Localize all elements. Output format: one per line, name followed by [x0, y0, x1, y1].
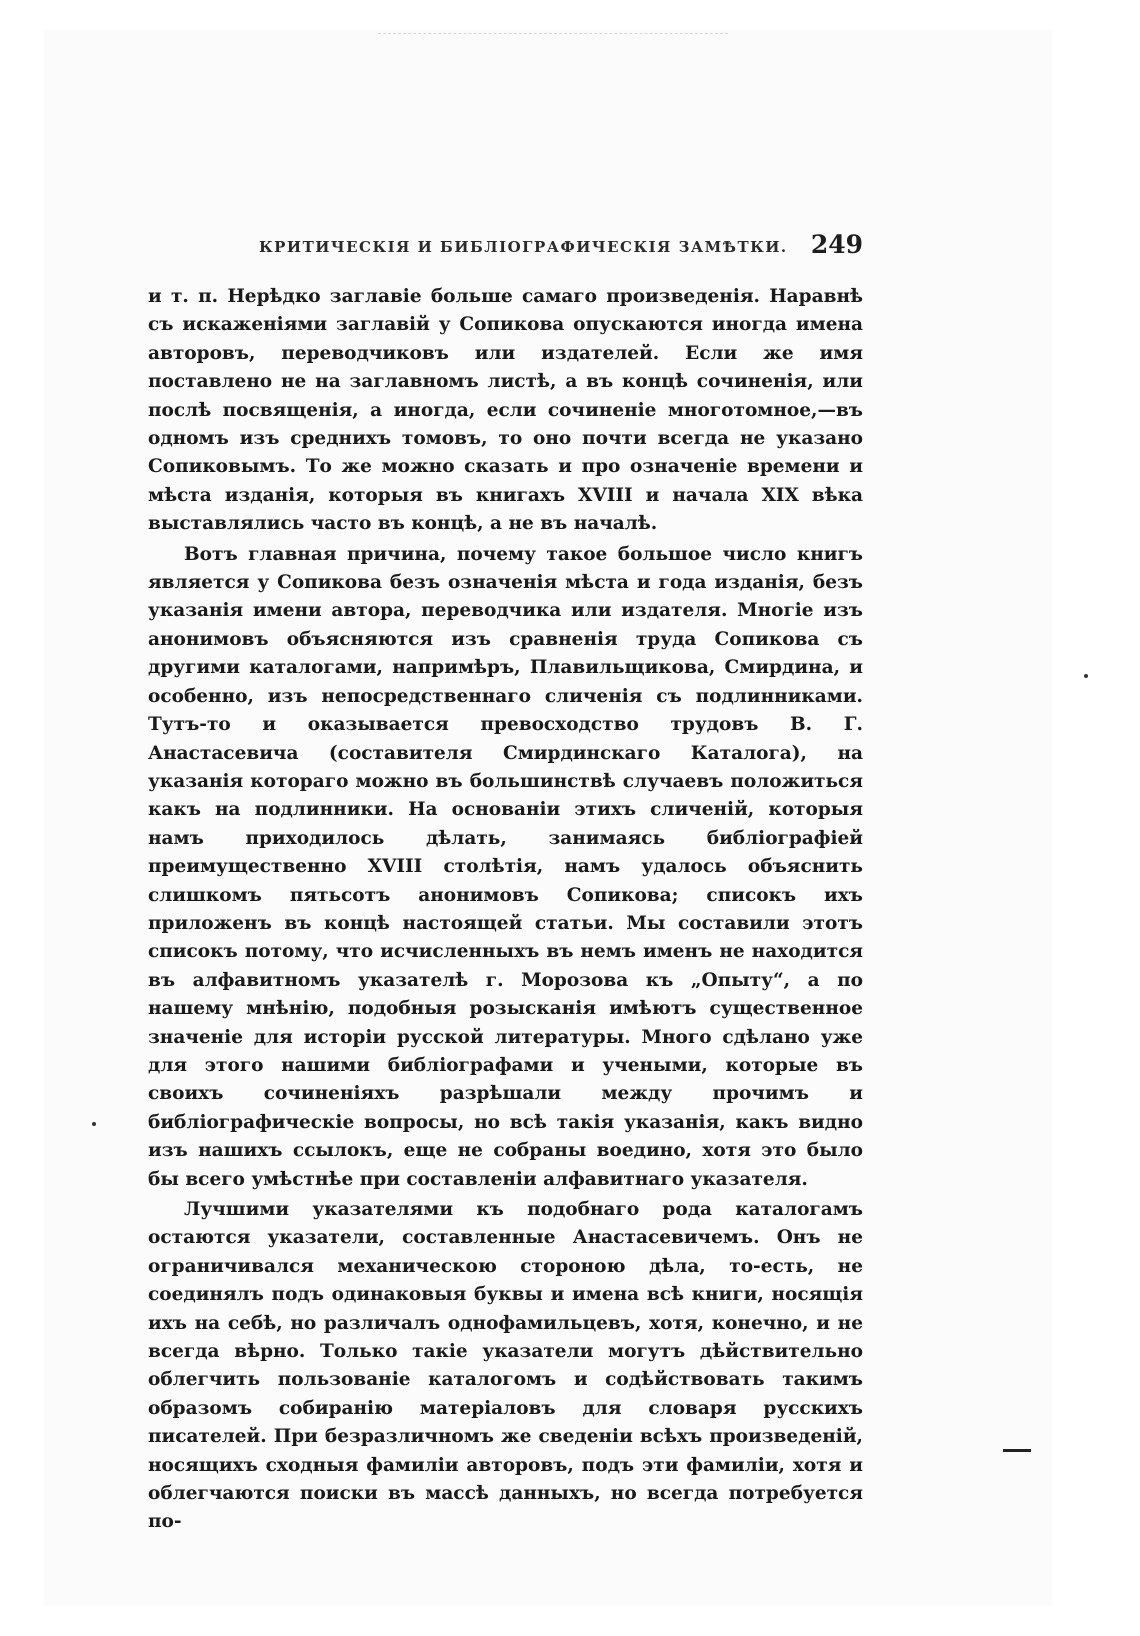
paragraph-continuation: и т. п. Нерѣдко заглавіе больше самаго произведенія. Наравнѣ съ искаженіями заглавій у Сопикова опускаются иногда имена авторовъ, переводчиковъ или издателей. Если же имя поставлено не на заглавномъ листѣ, а въ концѣ сочиненія, или послѣ посвященія, а иногда, если сочиненіе многотомное,—въ одномъ изъ среднихъ томовъ, то оно почти всегда не указано Сопиковымъ. То же можно сказать и про означеніе времени и мѣста изданія, которыя въ книгахъ XVIII и начала XIX вѣка выставлялись часто въ концѣ, а не въ началѣ.	[148, 286, 863, 535]
running-head: КРИТИЧЕСКІЯ И БИБЛІОГРАФИЧЕСКІЯ ЗАМѢТКИ.	[259, 238, 788, 256]
top-scan-marks	[378, 33, 728, 36]
page-number: 249	[810, 230, 863, 259]
page-header	[188, 230, 863, 264]
body-text	[148, 283, 863, 1537]
paragraph: Вотъ главная причина, почему такое большое число книгъ является у Сопикова безъ означенія мѣста и года изданія, безъ указанія имени автора, переводчика или издателя. Многіе изъ анонимовъ объясняются изъ сравненія труда Сопикова съ другими каталогами, напримѣръ, Плавильщикова, Смирдина, и особенно, изъ непосредственнаго сличенія съ подлинниками. Тутъ-то и оказывается превосходство трудовъ В. Г. Анастасевича (составителя Смирдинскаго Каталога), на указанія котораго можно въ большинствѣ случаевъ положиться какъ на подлинники. На основаніи этихъ сличеній, которыя намъ приходилось дѣлать, занимаясь библіографіей преимущественно XVIII столѣтія, намъ удалось объяснить слишкомъ пятьсотъ анонимовъ Сопикова; списокъ ихъ приложенъ въ концѣ настоящей статьи. Мы составили этотъ списокъ потому, что исчисленныхъ въ немъ именъ не находится въ алфавитномъ указателѣ г. Морозова къ „Опыту“, а по нашему мнѣнію, подобныя розысканія имѣютъ существенное значеніе для исторіи русской литературы. Много сдѣлано уже для этого нашими библіографами и учеными, которые въ своихъ сочиненіяхъ разрѣшали между прочимъ и библіографическіе вопросы, но всѣ такія указанія, какъ видно изъ нашихъ ссылокъ, еще не собраны воедино, хотя это было бы всего умѣстнѣе при составленіи алфавитнаго указателя.	[148, 543, 863, 1190]
scan-speck	[1084, 674, 1088, 678]
scan-speck	[92, 1122, 96, 1126]
margin-mark	[1003, 1449, 1031, 1452]
paragraph: Лучшими указателями къ подобнаго рода каталогамъ остаются указатели, составленные Анастасевичемъ. Онъ не ограничивался механическою стороною дѣла, то-есть, не соединялъ подъ одинаковыя буквы и имена всѣ книги, носящія ихъ на себѣ, но различалъ однофамильцевъ, хотя, конечно, и не всегда вѣрно. Только такіе указатели могутъ дѣйствительно облегчить пользованіе каталогомъ и содѣйствовать такимъ образомъ собиранію матеріаловъ для словаря русскихъ писателей. При безразличномъ же сведеніи всѣхъ произведеній, носящихъ сходныя фамиліи авторовъ, подъ эти фамиліи, хотя и облегчаются поиски въ массѣ данныхъ, но всегда потребуется по-	[148, 1199, 863, 1533]
